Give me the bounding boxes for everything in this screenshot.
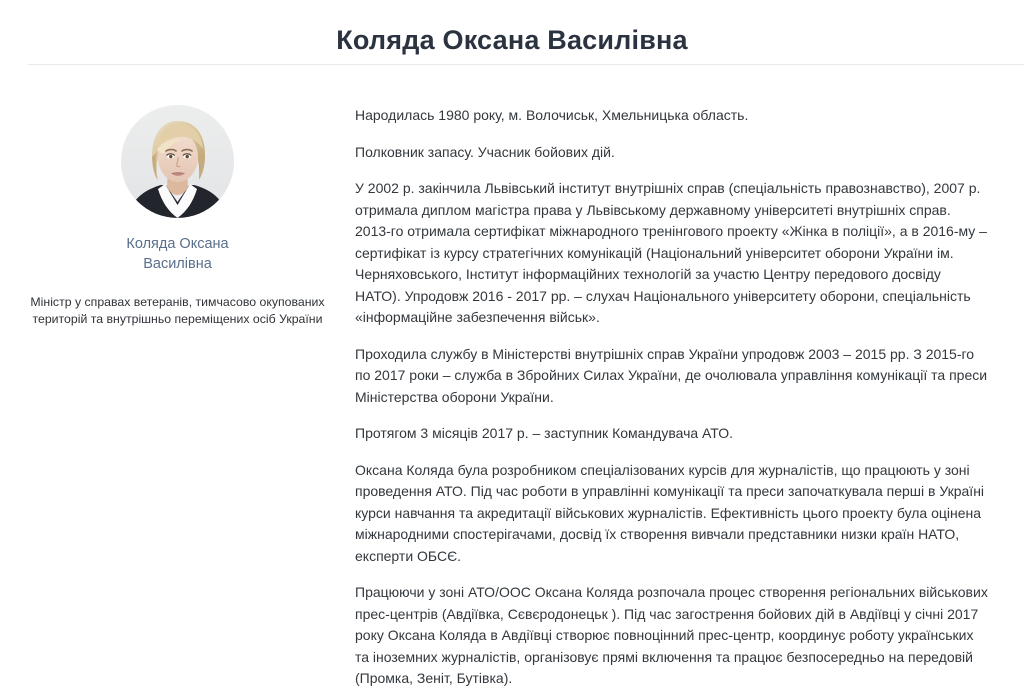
profile-role: Міністр у справах ветеранів, тимчасово окупованих територій та внутрішньо переміщених осіб України [30,295,325,326]
bio-paragraph: Народилась 1980 року, м. Волочиськ, Хмельницька область. [355,107,749,123]
bio-paragraph: Протягом 3 місяців 2017 р. – заступник Командувача АТО. [355,425,733,441]
bio-paragraph: Проходила службу в Міністерстві внутрішніх справ України упродовж 2003 – 2015 рр. З 2015-го по 2017 роки – служба в Збройних Силах України, де очолювала управління комунікації та преси Міністерства оборони України. [355,345,988,405]
avatar-wrap [121,105,234,218]
header-divider [28,64,1024,65]
page-header [0,0,1024,64]
avatar [121,105,234,218]
bio-paragraph: Оксана Коляда була розробником спеціалізованих курсів для журналістів, що працюють у зоні проведення АТО. Під час роботи в управлінні комунікації та преси започаткувала перші в Україні курси навчання та акредитації військових журналістів. Ефективність цього проекту була оцінена міжнародними спостерігачами, досвід їх створення вивчали представники низки країн НАТО, експерти ОБСЄ. [355,461,985,564]
profile-name-line1: Коляда Оксана [126,236,229,252]
biography-column [355,105,1024,690]
bio-paragraph: Полковник запасу. Учасник бойових дій. [355,143,615,160]
profile-content [0,64,1024,690]
page-title: Коляда Оксана Василівна [336,25,688,56]
profile-name [18,234,337,274]
profile-name-line2: Василівна [143,256,212,272]
portrait-photo-icon [121,105,234,218]
bio-paragraph: Працюючи у зоні АТО/ООС Оксана Коляда розпочала процес створення регіональних військових прес-центрів (Авдіївка, Сєвєродонецьк ). Під час загострення бойових дій в Авдіївці у січні 2017 року Оксана Коляда в Авдіївці створює повноцінний прес-центр, координує роботу українських та іноземних журналістів, організовує прямі включення та працює безпосередньо на передовій (Промка, Зеніт, Бутівка). [355,584,988,686]
bio-paragraph: У 2002 р. закінчила Львівський інститут внутрішніх справ (спеціальність правознавство), 2007 р. отримала диплом магістра права у Львівському державному університеті внутрішніх справ. 2013-го отримала сертифікат міжнародного тренінгового проекту «Жінка в поліції», а в 2016-му – сертифікат із курсу стратегічних комунікацій (Національний університет оборони України ім. Черняховського, Інститут інформаційних технологій за участю Центру передового досвіду НАТО). Упродовж 2016 - 2017 рр. – слухач Національного університету оборони, спеціальність «інформаційне забезпечення військ». [355,180,987,325]
profile-column [0,105,355,328]
